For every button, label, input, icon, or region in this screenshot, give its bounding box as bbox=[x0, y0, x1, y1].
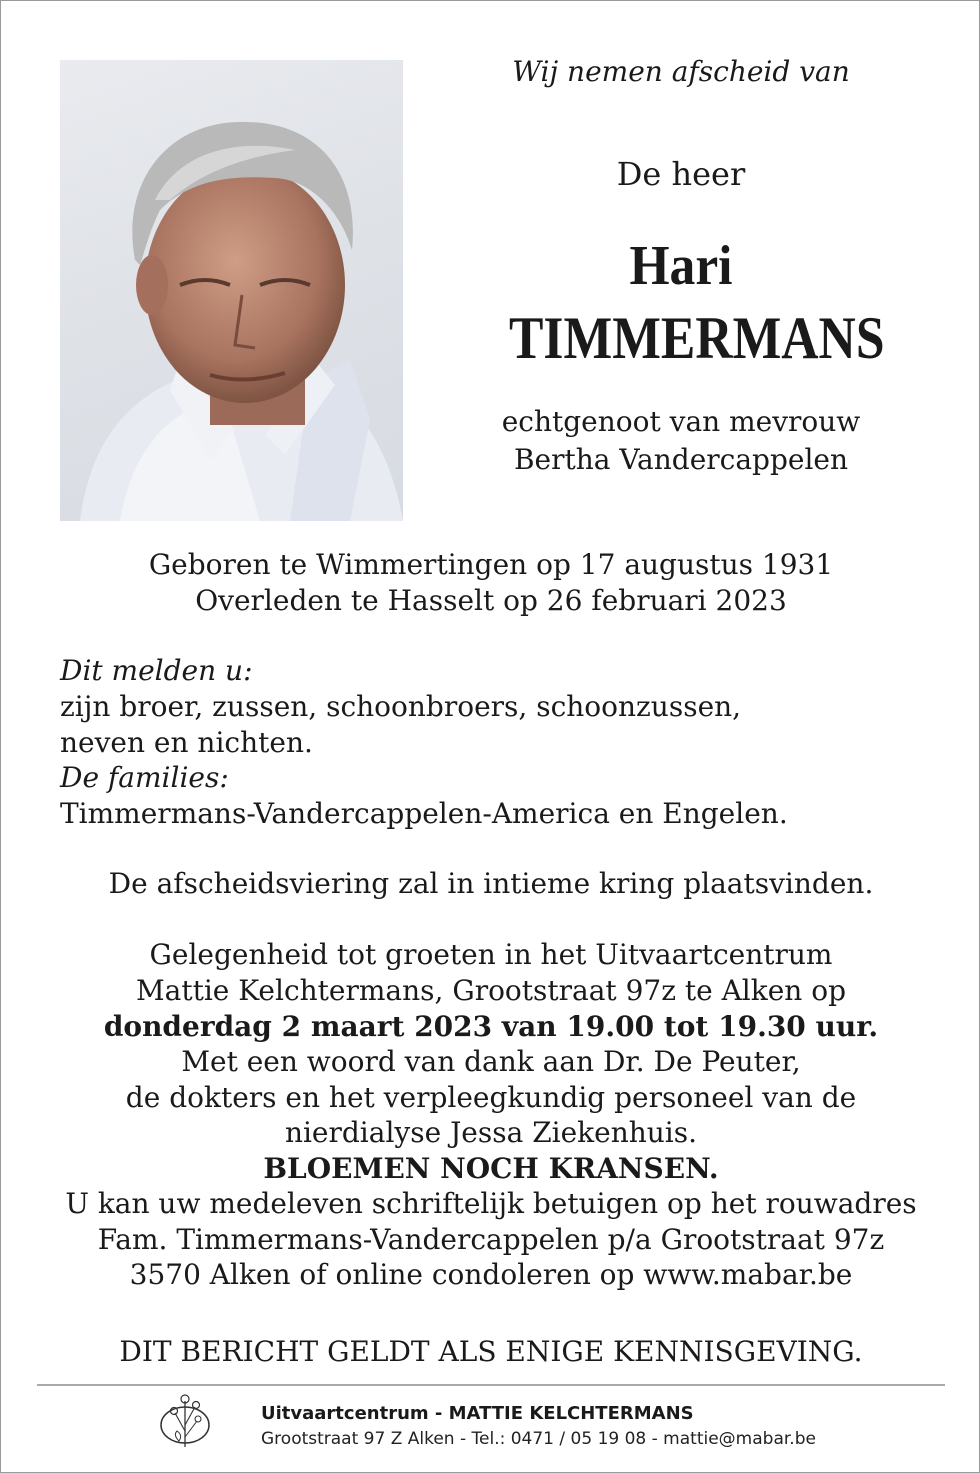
funeral-home-name: Uitvaartcentrum - MATTIE KELCHTERMANS bbox=[261, 1403, 694, 1424]
no-flowers-text: BLOEMEN NOCH KRANSEN. bbox=[263, 1152, 719, 1185]
ceremony-text: De afscheidsviering zal in intieme kring plaatsvinden. bbox=[108, 867, 874, 900]
portrait-photo bbox=[60, 60, 403, 521]
flower-logo-icon bbox=[157, 1391, 239, 1449]
families-line: Timmermans-Vandercappelen-America en Engelen. bbox=[60, 797, 788, 830]
greeting-line-5: de dokters en het verpleegkundig personeel van de bbox=[125, 1081, 857, 1114]
birth-line: Geboren te Wimmertingen op 17 augustus 1931 bbox=[148, 548, 834, 581]
announcers-line-2: neven en nichten. bbox=[60, 726, 313, 759]
greeting-line-1: Gelegenheid tot groeten in het Uitvaartcentrum bbox=[149, 938, 833, 971]
honorific: De heer bbox=[616, 155, 746, 193]
footer-divider bbox=[37, 1384, 945, 1386]
greeting-line-8: U kan uw medeleven schriftelijk betuigen op het rouwadres bbox=[65, 1187, 917, 1220]
greeting-line-10: 3570 Alken of online condoleren op www.mabar.be bbox=[129, 1258, 853, 1291]
announcers-heading: Dit melden u: bbox=[60, 654, 253, 687]
greeting-line-6: nierdialyse Jessa Ziekenhuis. bbox=[284, 1116, 698, 1149]
intro-text: Wij nemen afscheid van bbox=[512, 55, 850, 88]
spouse-line-1: echtgenoot van mevrouw bbox=[501, 405, 861, 438]
greeting-line-2: Mattie Kelchtermans, Grootstraat 97z te Alken op bbox=[135, 974, 847, 1007]
notice-text: DIT BERICHT GELDT ALS ENIGE KENNISGEVING. bbox=[119, 1335, 863, 1368]
funeral-home-address: Grootstraat 97 Z Alken - Tel.: 0471 / 05 19 08 - mattie@mabar.be bbox=[261, 1429, 816, 1449]
greeting-line-4: Met een woord van dank aan Dr. De Peuter, bbox=[181, 1045, 801, 1078]
last-name: TIMMERMANS bbox=[509, 305, 885, 371]
first-name: Hari bbox=[629, 235, 733, 297]
greeting-line-9: Fam. Timmermans-Vandercappelen p/a Grootstraat 97z bbox=[97, 1223, 885, 1256]
greeting-date-time: donderdag 2 maart 2023 van 19.00 tot 19.30 uur. bbox=[103, 1010, 879, 1043]
spouse-line-2: Bertha Vandercappelen bbox=[513, 443, 849, 476]
death-line: Overleden te Hasselt op 26 februari 2023 bbox=[195, 584, 787, 617]
announcers-line-1: zijn broer, zussen, schoonbroers, schoonzussen, bbox=[60, 690, 742, 723]
families-heading: De families: bbox=[60, 761, 229, 794]
